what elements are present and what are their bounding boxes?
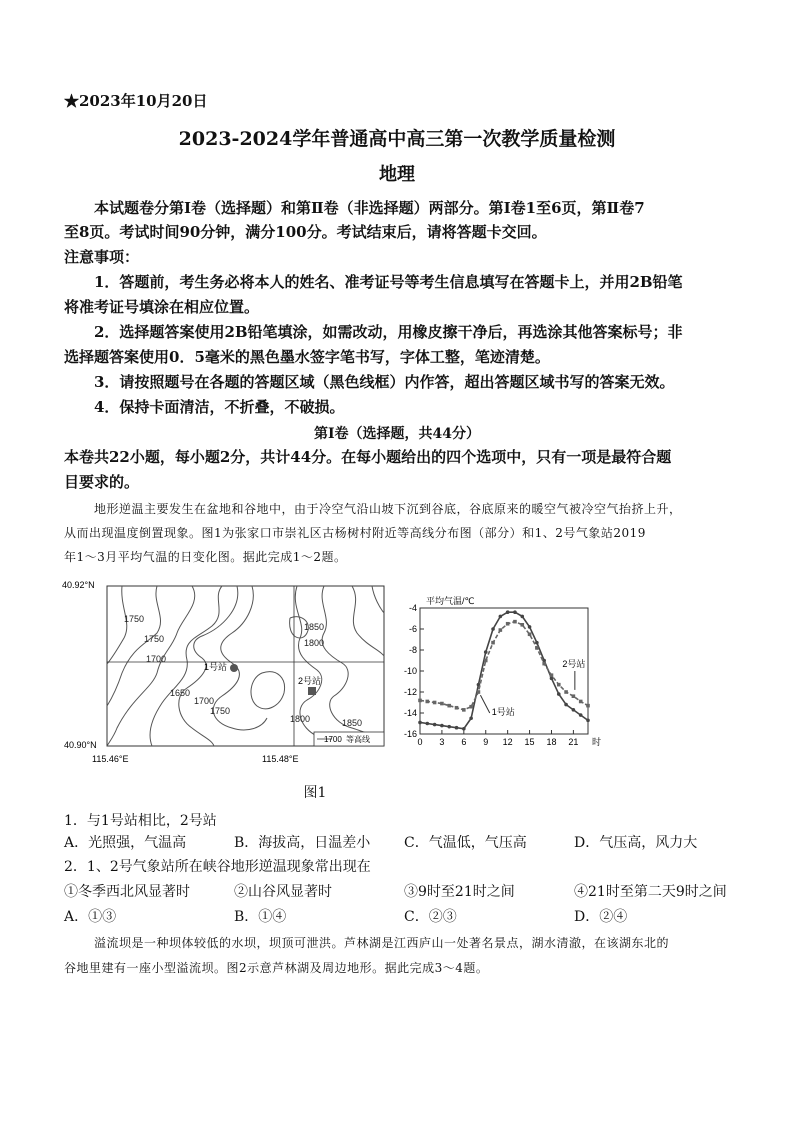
exam-title: 2023-2024学年普通高中高三第一次教学质量检测 bbox=[178, 128, 616, 150]
y-tick-label: -6 bbox=[408, 624, 417, 634]
y-tick-label: -10 bbox=[403, 666, 417, 676]
data-point bbox=[513, 620, 517, 624]
y-tick-label: -8 bbox=[408, 645, 417, 655]
data-point bbox=[499, 628, 503, 632]
temperature-line-chart bbox=[398, 592, 738, 760]
data-point bbox=[484, 659, 488, 663]
data-point bbox=[550, 673, 554, 677]
data-point bbox=[455, 706, 459, 710]
data-point bbox=[586, 719, 590, 723]
x-tick-label: 15 bbox=[524, 737, 535, 747]
data-point bbox=[564, 703, 568, 707]
question-2-options bbox=[64, 906, 744, 926]
data-point bbox=[550, 677, 554, 681]
x-tick-label: 21 bbox=[568, 737, 579, 747]
subject-title: 地理 bbox=[379, 164, 415, 185]
note-1a: 1．答题前，考生务必将本人的姓名、准考证号等考生信息填写在答题卡上，并用2B铅笔 bbox=[94, 273, 683, 291]
data-point bbox=[557, 692, 561, 696]
figure1-caption: 图1 bbox=[303, 785, 327, 801]
data-point bbox=[418, 721, 422, 725]
legend-value: 1700 bbox=[324, 735, 342, 744]
y-tick-label: -14 bbox=[403, 708, 417, 718]
material2-line-1: 溢流坝是一种坝体较低的水坝，坝顶可泄洪。芦林湖是江西庐山一处著名景点，湖水清澈，在该湖东北的 bbox=[94, 936, 670, 950]
contour-label: 1750 bbox=[144, 634, 165, 644]
note-3: 3．请按照题号在各题的答题区域（黑色线框）内作答，超出答题区域书写的答案无效。 bbox=[94, 373, 675, 391]
intro-line-1: 本试题卷分第Ⅰ卷（选择题）和第Ⅱ卷（非选择题）两部分。第Ⅰ卷1至6页，第Ⅱ卷7 bbox=[94, 199, 645, 217]
q2-item-4: ④21时至第二天9时之间 bbox=[574, 884, 727, 900]
q2-item-1: ①冬季西北风显著时 bbox=[64, 884, 190, 900]
material2-line-2: 谷地里建有一座小型溢流坝。图2示意芦林湖及周边地形。据此完成3～4题。 bbox=[64, 961, 489, 975]
contour-label: 1850 bbox=[342, 718, 363, 728]
data-point bbox=[557, 683, 561, 687]
note-2b: 选择题答案使用0．5毫米的黑色墨水签字笔书写，字体工整，笔迹清楚。 bbox=[64, 348, 550, 366]
q2-option-d[interactable]: D．②④ bbox=[574, 909, 628, 925]
q1-option-d[interactable]: D．气压高，风力大 bbox=[574, 835, 698, 851]
data-point bbox=[447, 725, 451, 729]
x-tick-label: 18 bbox=[546, 737, 557, 747]
material1-line-3: 年1～3月平均气温的日变化图。据此完成1～2题。 bbox=[64, 550, 347, 564]
q2-item-3: ③9时至21时之间 bbox=[404, 884, 515, 900]
data-point bbox=[426, 722, 430, 726]
q2-option-a[interactable]: A．①③ bbox=[64, 909, 117, 925]
section1-desc-2: 目要求的。 bbox=[64, 473, 140, 491]
data-point bbox=[528, 632, 532, 636]
data-point bbox=[579, 713, 583, 717]
data-point bbox=[484, 650, 488, 654]
x-tick-label: 3 bbox=[439, 737, 445, 747]
data-point bbox=[564, 690, 568, 694]
data-point bbox=[542, 662, 546, 666]
question-2-items bbox=[64, 881, 744, 901]
contour-label: 1850 bbox=[304, 622, 325, 632]
data-point bbox=[579, 700, 583, 704]
note-2a: 2．选择题答案使用2B铅笔填涂，如需改动，用橡皮擦干净后，再选涂其他答案标号；非 bbox=[94, 323, 683, 341]
q1-option-b[interactable]: B．海拔高，日温差小 bbox=[234, 835, 371, 851]
x-tick-label: 9 bbox=[483, 737, 489, 747]
x-tick-label: 12 bbox=[502, 737, 513, 747]
series-label-1-pointer bbox=[480, 695, 489, 713]
contour-map bbox=[62, 578, 392, 768]
q1-option-c[interactable]: C．气温低，气压高 bbox=[404, 835, 527, 851]
question-2-stem: 2．1、2号气象站所在峡谷地形逆温现象常出现在 bbox=[64, 859, 371, 875]
contour-label: 1750 bbox=[210, 706, 231, 716]
station2-label: 2号站 bbox=[298, 676, 322, 686]
data-point bbox=[433, 701, 437, 705]
y-tick-label: -4 bbox=[408, 603, 417, 613]
intro-line-2: 至8页。考试时间90分钟，满分100分。考试结束后，请将答题卡交回。 bbox=[64, 223, 547, 241]
note-4: 4．保持卡面清洁，不折叠，不破损。 bbox=[94, 398, 345, 416]
data-point bbox=[455, 726, 459, 730]
note-1b: 将准考证号填涂在相应位置。 bbox=[64, 298, 260, 316]
data-point bbox=[535, 641, 539, 645]
q2-item-2: ②山谷风显著时 bbox=[234, 884, 332, 900]
contour-label: 1800 bbox=[304, 638, 325, 648]
y-axis-label: 平均气温/℃ bbox=[426, 596, 475, 606]
notes-heading: 注意事项： bbox=[64, 248, 140, 266]
data-point bbox=[491, 627, 495, 631]
question-1-options bbox=[64, 832, 744, 852]
map-lon-right: 115.48°E bbox=[262, 754, 299, 764]
contour-label: 1650 bbox=[170, 688, 191, 698]
q2-option-c[interactable]: C．②③ bbox=[404, 909, 457, 925]
contour-label: 1700 bbox=[194, 696, 215, 706]
station1-label: 1号站 bbox=[204, 662, 228, 672]
station2-marker bbox=[308, 687, 316, 695]
contour-label: 1750 bbox=[124, 614, 145, 624]
data-point bbox=[491, 641, 495, 645]
y-tick-label: -16 bbox=[403, 729, 417, 739]
data-point bbox=[462, 727, 466, 731]
data-point bbox=[535, 646, 539, 650]
data-point bbox=[506, 610, 510, 614]
x-tick-label: 0 bbox=[417, 737, 423, 747]
section1-heading: 第Ⅰ卷（选择题，共44分） bbox=[313, 426, 481, 442]
x-axis-label: 时 bbox=[592, 737, 602, 747]
data-point bbox=[469, 716, 473, 720]
map-lat-top: 40.92°N bbox=[62, 580, 95, 590]
series-label-1: 1号站 bbox=[491, 707, 515, 718]
data-point bbox=[440, 702, 444, 706]
map-lat-bottom: 40.90°N bbox=[64, 740, 97, 750]
data-point bbox=[469, 705, 473, 709]
data-point bbox=[572, 708, 576, 712]
data-point bbox=[513, 610, 517, 614]
data-point bbox=[447, 704, 451, 708]
legend-text: 等高线 bbox=[346, 735, 370, 744]
material1-line-2: 从而出现温度倒置现象。图1为张家口市崇礼区古杨树村附近等高线分布图（部分）和1、2号气象站2019 bbox=[64, 526, 646, 540]
data-point bbox=[433, 723, 437, 727]
data-point bbox=[426, 700, 430, 704]
data-point bbox=[499, 615, 503, 619]
data-point bbox=[520, 615, 524, 619]
q2-option-b[interactable]: B．①④ bbox=[234, 909, 287, 925]
contour-label: 1800 bbox=[290, 714, 311, 724]
exam-date: ★2023年10月20日 bbox=[64, 92, 208, 110]
contour-label: 1700 bbox=[146, 654, 167, 664]
q1-option-a[interactable]: A．光照强，气温高 bbox=[64, 835, 187, 851]
data-point bbox=[418, 699, 422, 703]
data-point bbox=[572, 694, 576, 698]
data-point bbox=[586, 704, 590, 708]
station1-marker bbox=[230, 664, 238, 672]
data-point bbox=[528, 625, 532, 629]
x-tick-label: 6 bbox=[461, 737, 467, 747]
y-tick-label: -12 bbox=[403, 687, 417, 697]
section1-desc-1: 本卷共22小题，每小题2分，共计44分。在每小题给出的四个选项中，只有一项是最符合题 bbox=[64, 448, 672, 466]
question-1-stem: 1．与1号站相比，2号站 bbox=[64, 813, 217, 829]
map-lon-left: 115.46°E bbox=[92, 754, 129, 764]
data-point bbox=[440, 724, 444, 728]
material1-line-1: 地形逆温主要发生在盆地和谷地中，由于冷空气沿山坡下沉到谷底，谷底原来的暖空气被冷空气抬挤上升， bbox=[94, 502, 682, 516]
data-point bbox=[462, 708, 466, 712]
series-label-2: 2号站 bbox=[562, 658, 586, 669]
data-point bbox=[506, 622, 510, 626]
data-point bbox=[520, 623, 524, 627]
data-point bbox=[477, 690, 481, 694]
